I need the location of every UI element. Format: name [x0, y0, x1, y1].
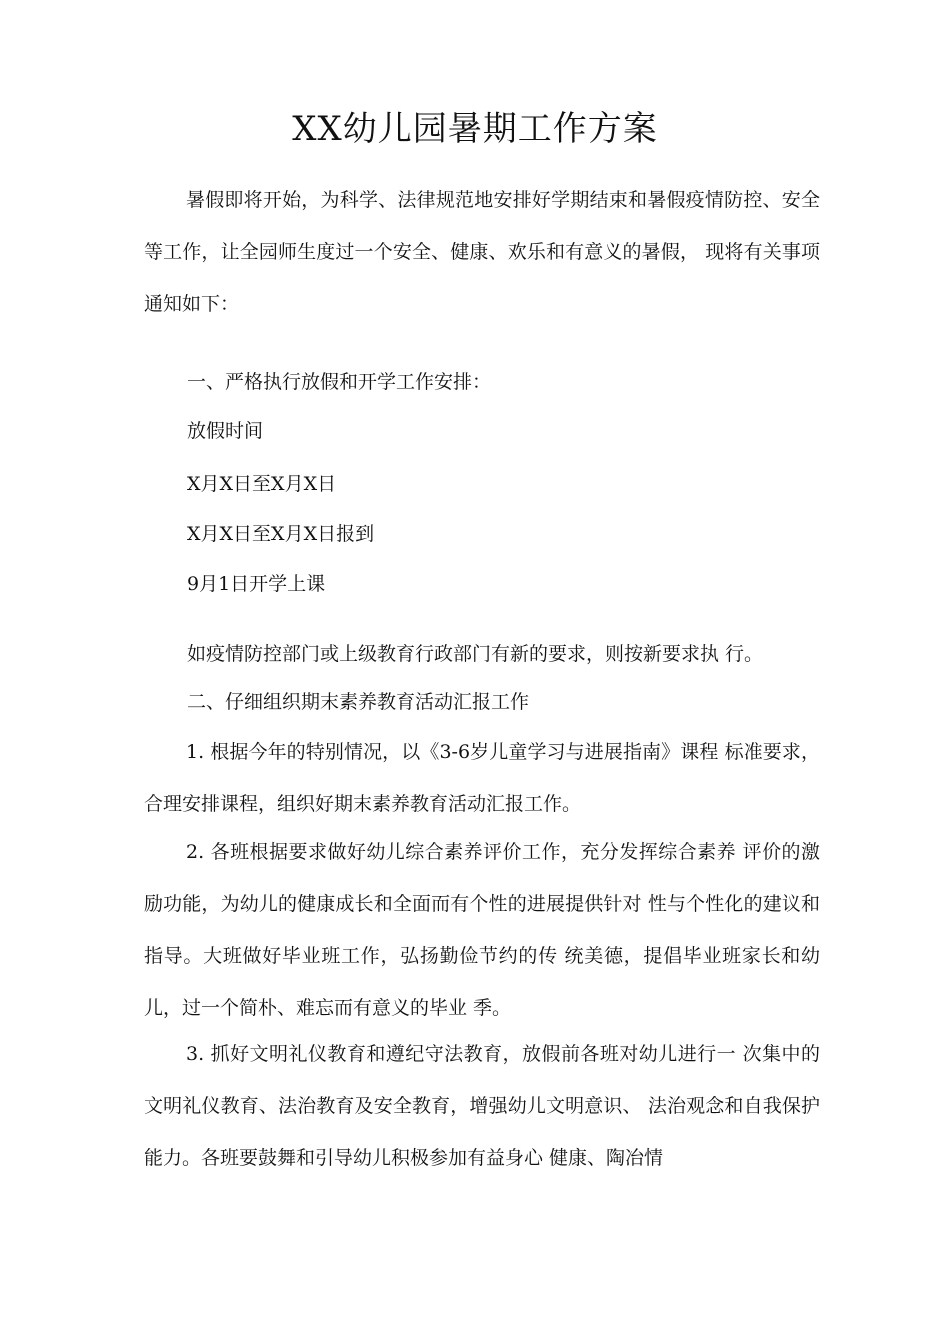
- schedule-label: 放假时间: [187, 420, 264, 442]
- schedule-item: 9月1日开学上课: [187, 573, 326, 595]
- intro-paragraph: 暑假即将开始，为科学、法律规范地安排好学期结束和暑假疫情防控、安全等工作，让全园师生度过一个安全、健康、欢乐和有意义的暑假， 现将有关事项通知如下：: [144, 189, 820, 315]
- list-item-2: 2. 各班根据要求做好幼儿综合素养评价工作，充分发挥综合素养 评价的激励功能，为幼儿的健康成长和全面而有个性的进展提供针对 性与个性化的建议和指导。大班做好毕业班工作，弘扬勤俭节约的传 统美德，提倡毕业班家长和幼儿，过一个简朴、难忘而有意义的毕业 季。: [144, 841, 820, 1019]
- list-item-3: 3. 抓好文明礼仪教育和遵纪守法教育，放假前各班对幼儿进行一 次集中的文明礼仪教育、法治教育及安全教育，增强幼儿文明意识、 法治观念和自我保护能力。各班要鼓舞和引导幼儿积极参加有益身心 健康、陶冶情: [144, 1043, 820, 1169]
- schedule-item: X月X日至X月X日: [187, 473, 337, 495]
- schedule-item: X月X日至X月X日报到: [187, 523, 375, 545]
- section2-heading: 二、仔细组织期末素养教育活动汇报工作: [187, 691, 530, 713]
- list-item-1: 1. 根据今年的特别情况，以《3-6岁儿童学习与进展指南》课程 标准要求，合理安排课程，组织好期末素养教育活动汇报工作。: [144, 741, 820, 815]
- section1-heading: 一、严格执行放假和开学工作安排：: [187, 371, 492, 393]
- epidemic-note: 如疫情防控部门或上级教育行政部门有新的要求，则按新要求执 行。: [187, 643, 764, 665]
- document-title: XX幼儿园暑期工作方案: [292, 109, 658, 149]
